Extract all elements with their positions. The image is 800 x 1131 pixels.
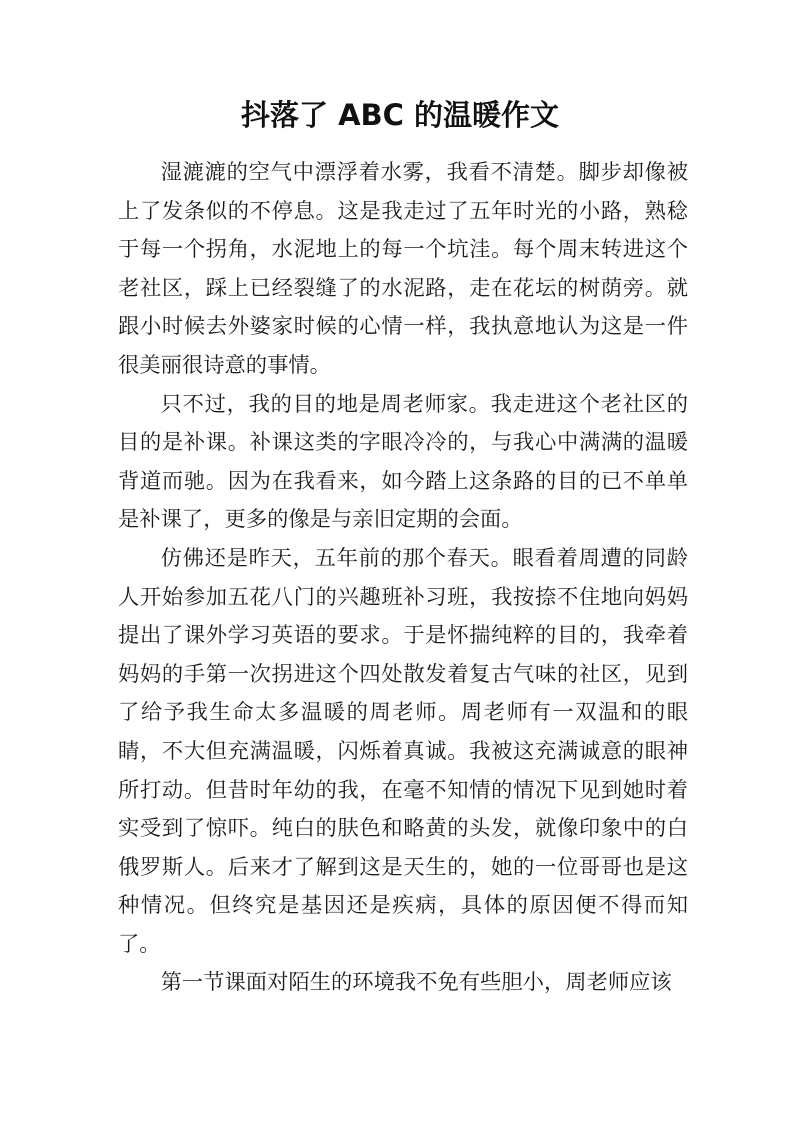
- document-body: [118, 154, 688, 1003]
- paragraph-2: 只不过，我的目的地是周老师家。我走进这个老社区的目的是补课。补课这类的字眼冷冷的，与我心中满满的温暖背道而驰。因为在我看来，如今踏上这条路的目的已不单单是补课了，更多的像是与亲旧定期的会面。: [118, 391, 688, 533]
- paragraph-3: 仿佛还是昨天，五年前的那个春天。眼看着周遭的同龄人开始参加五花八门的兴趣班补习班，我按捺不住地向妈妈提出了课外学习英语的要求。于是怀揣纯粹的目的，我牵着妈妈的手第一次拐进这个四处散发着复古气味的社区，见到了给予我生命太多温暖的周老师。周老师有一双温和的眼睛，不大但充满温暖，闪烁着真诚。我被这充满诚意的眼神所打动。但昔时年幼的我，在毫不知情的情况下见到她时着实受到了惊吓。纯白的肤色和略黄的头发，就像印象中的白俄罗斯人。后来才了解到这是天生的，她的一位哥哥也是这种情况。但终究是基因还是疾病，具体的原因便不得而知了。: [118, 545, 688, 957]
- document-title: 抖落了 ABC 的温暖作文: [240, 98, 560, 132]
- paragraph-1: 湿漉漉的空气中漂浮着水雾，我看不清楚。脚步却像被上了发条似的不停息。这是我走过了五年时光的小路，熟稔于每一个拐角，水泥地上的每一个坑洼。每个周末转进这个老社区，踩上已经裂缝了的水泥路，走在花坛的树荫旁。就跟小时候去外婆家时候的心情一样，我执意地认为这是一件很美丽很诗意的事情。: [118, 160, 688, 378]
- paragraph-4: 第一节课面对陌生的环境我不免有些胆小，周老师应该: [160, 970, 672, 996]
